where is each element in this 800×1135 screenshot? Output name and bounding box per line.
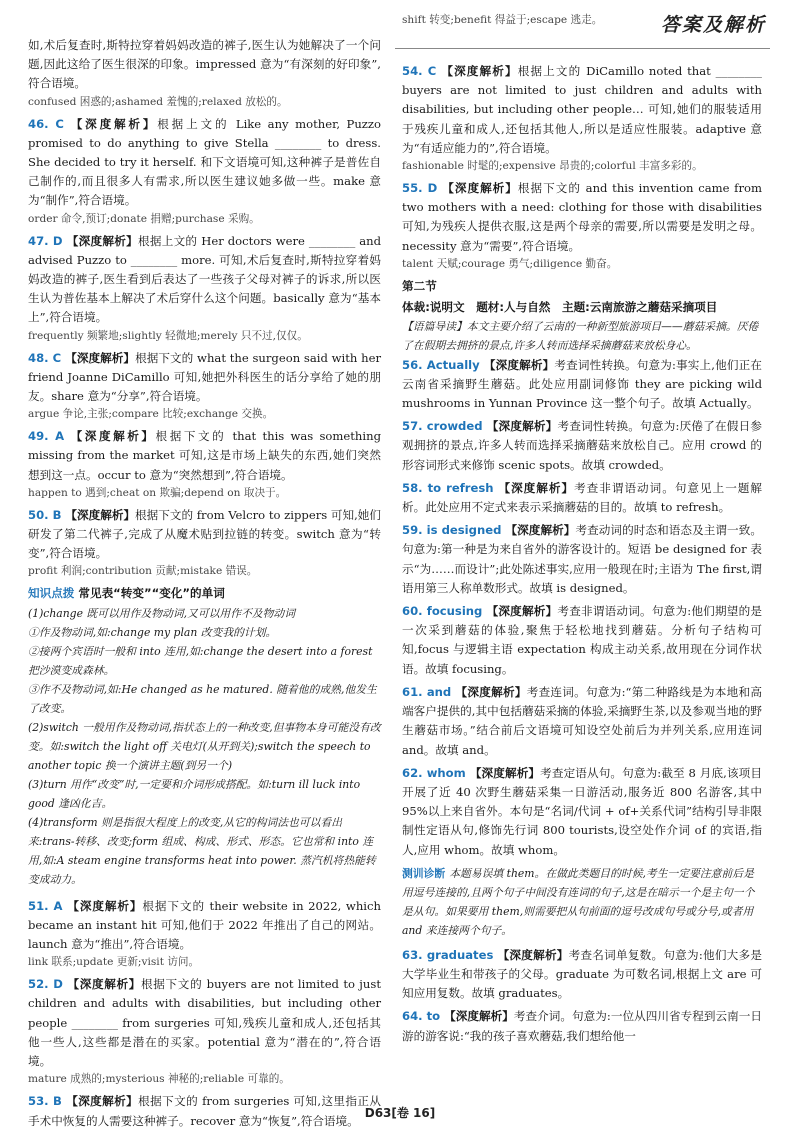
- answer-number: 57. crowded: [402, 419, 483, 434]
- knowledge-line: (3)turn 用作“改变”时,一定要和介词形成搭配。如:turn ill luck into good 逢凶化吉。: [28, 777, 361, 810]
- knowledge-line: (1)change 既可以用作及物动词,又可以用作不及物动词: [28, 606, 295, 620]
- analysis-tag: 【深度解析】: [483, 357, 555, 372]
- answer-entry: [28, 975, 381, 1088]
- left-column: [28, 36, 381, 1135]
- answer-number: 52. D: [28, 977, 63, 992]
- analysis-tag: 【深度解析】: [441, 181, 518, 196]
- answer-entry: [402, 683, 762, 760]
- diagnosis-box: [402, 864, 762, 940]
- analysis-tag: 【深度解析】: [68, 429, 156, 444]
- carry-vocab: shift 转变;benefit 得益于;escape 逃走。: [402, 14, 603, 26]
- analysis-text: 考查介词。句意为:一位从四川省专程到云南一日游的游客说:“我的孩子喜欢蘑菇,我们想给他一: [402, 1009, 762, 1043]
- vocab-note: fashionable 时髦的;expensive 昂贵的;colorful 丰富多彩的。: [402, 160, 703, 173]
- analysis-text: 根据上文的 DiCamillo noted that ________ buyers are not limited to just children and adults with disabilities, but including other people… 可知,她们的服装适用于残疾儿童和成人,还包括其他人,所以是适应性服装。adaptive 意为“有适应能力的”,符合语境。: [402, 64, 762, 155]
- reading-guide: 【语篇导读】本文主要介绍了云南的一种新型旅游项目——蘑菇采摘。厌倦了在假期去拥挤的景点,许多人转而选择采摘蘑菇来放松身心。: [402, 320, 759, 353]
- analysis-text: 根据下文的 from surgeries 可知,这里指正从手术中恢复的人需要这种裤子。recover 意为“恢复”,符合语境。: [28, 1094, 381, 1128]
- answer-entry: [28, 427, 381, 502]
- knowledge-title-row: [28, 584, 381, 603]
- answer-number: 46. C: [28, 116, 64, 131]
- analysis-text: 根据下文的 from Velcro to zippers 可知,她们研发了第二代裤子,完成了从魔术贴到拉链的转变。switch 意为“转变”,符合语境。: [28, 507, 381, 561]
- analysis-text: 考查词性转换。句意为:厌倦了在假日参观拥挤的景点,许多人转而选择采摘蘑菇来放松自己。应用 crowd 的形容词形式来修饰 scenic spots。故填 crowded。: [402, 419, 762, 472]
- answer-entry: [402, 764, 762, 860]
- knowledge-line: (2)switch 一般用作及物动词,指状态上的一种改变,但事物本身可能没有改变。如:switch the light off 关电灯(从开到关);switch the speech to another topic 换一个演讲主题(到另一个): [28, 720, 381, 772]
- vocab-note: mature 成熟的;mysterious 神秘的;reliable 可靠的。: [28, 1073, 290, 1086]
- right-items-2: [402, 356, 762, 860]
- knowledge-title: 常见表“转变”“变化”的单词: [78, 586, 225, 601]
- analysis-text: 考查动词的时态和语态及主谓一致。句意为:第一种是为来自省外的游客设计的。短语 be designed for 表示“为……而设计”;此处陈述事实,应用一般现在时;主语为 The first,谓语用第三人称单数形式。故填 is designed。: [402, 523, 762, 595]
- analysis-text: 考查定语从句。句意为:截至 8 月底,该项目开展了近 40 次野生蘑菇采集一日游活动,服务近 800 名游客,其中 95%以上来自省外。本句是“名词/代词 + of+关系代词”结构引导非限制性定语从句,修饰先行词 800 tourists,设空处作介词 of 的宾语,指人,应用 whom。故填 whom。: [402, 765, 762, 857]
- right-items-3: [402, 946, 762, 1046]
- knowledge-line: ②接两个宾语时一般和 into 连用,如:change the desert into a forest 把沙漠变成森林。: [28, 644, 373, 677]
- analysis-text: 根据下文的 their website in 2022, which became an instant hit 可知,他们于 2022 年推出了自己的网站。launch 意为“推出”,符合语境。: [28, 898, 381, 952]
- analysis-tag: 【深度解析】: [469, 765, 541, 780]
- analysis-tag: 【深度解析】: [66, 233, 138, 248]
- answer-entry: [402, 417, 762, 475]
- intro-vocab: confused 困惑的;ashamed 羞愧的;relaxed 放松的。: [28, 95, 288, 108]
- header-title: 答案及解析: [660, 14, 766, 36]
- knowledge-lines: [28, 604, 381, 889]
- answer-number: 50. B: [28, 507, 62, 522]
- answer-entry: [402, 179, 762, 273]
- analysis-tag: 【深度解析】: [486, 604, 558, 619]
- knowledge-label: 知识点拨: [28, 586, 75, 601]
- analysis-tag: 【深度解析】: [455, 684, 527, 699]
- intro-paragraph: [28, 36, 381, 111]
- answer-number: 56. Actually: [402, 357, 480, 372]
- analysis-text: 考查非谓语动词。句意为:他们期望的是一次采到蘑菇的体验,聚焦于轻松地找到蘑菇。分析句子结构可知,focus 与逻辑主语 expectation 构成主动关系,故用现在分词作状语。故填 focusing。: [402, 604, 762, 676]
- answer-number: 61. and: [402, 684, 452, 699]
- diagnosis-text: 本题易误填 them。在做此类题目的时候,考生一定要注意前后是用逗号连接的,且两个句子中间没有连词的句子,这是在暗示一个是主句一个是从句。如果要用 them,则需要把从句前面的逗号改成句号或分号,或者用 and 来连接两个句子。: [402, 866, 755, 937]
- answer-entry: [402, 479, 762, 517]
- analysis-text: 根据下文的 what the surgeon said with her friend Joanne DiCamillo 可知,她把外科医生的话分享给了她的朋友。share 意为“分享”,符合语境。: [28, 350, 381, 404]
- vocab-note: link 联系;update 更新;visit 访问。: [28, 956, 200, 969]
- analysis-tag: 【深度解析】: [444, 1009, 514, 1024]
- right-items: [402, 62, 762, 273]
- answer-number: 60. focusing: [402, 604, 483, 619]
- answer-entry: [402, 62, 762, 175]
- header-rule: [395, 48, 770, 49]
- analysis-tag: 【深度解析】: [497, 480, 575, 495]
- vocab-note: profit 利润;contribution 贡献;mistake 错误。: [28, 565, 258, 578]
- analysis-tag: 【深度解析】: [440, 64, 518, 78]
- answer-number: 59. is designed: [402, 523, 502, 538]
- diagnosis-label: 测训诊断: [402, 866, 446, 880]
- knowledge-line: (4)transform 则是指很大程度上的改变,从它的构词法也可以看出来:trans-转移、改变;form 组成、构成、形式、形态。它也常和 into 连用,如:A steam engine transforms heat into power. 蒸汽机将热能转变成动力。: [28, 815, 376, 886]
- analysis-tag: 【深度解析】: [66, 898, 143, 913]
- analysis-tag: 【深度解析】: [505, 523, 576, 538]
- left-items: [28, 115, 381, 581]
- section-info: 体裁:说明文 题材:人与自然 主题:云南旅游之蘑菇采摘项目: [402, 300, 718, 315]
- answer-number: 53. B: [28, 1094, 62, 1109]
- answer-entry: [28, 349, 381, 424]
- analysis-text: 根据上文的 Like any mother, Puzzo promised to do anything to give Stella ________ to dress. She decided to try it herself. 和下文语境可知,这种裤子是普佐自己制作的,而且很多人有需求,所以医生建议她多做一些。make 意为“制作”,符合语境。: [28, 116, 381, 208]
- answer-number: 49. A: [28, 429, 65, 444]
- vocab-note: talent 天赋;courage 勇气;diligence 勤奋。: [402, 257, 618, 270]
- analysis-text: 根据下文的 buyers are not limited to just children and adults with disabilities, but including other people ________ from surgeries 可知,残疾儿童和成人,还包括其他一些人,这些都是潜在的买家。potential 意为“潜在的”,符合语境。: [28, 977, 381, 1069]
- vocab-note: argue 争论,主张;compare 比较;exchange 交换。: [28, 408, 274, 421]
- answer-entry: [402, 946, 762, 1004]
- answer-entry: [402, 521, 762, 598]
- answer-number: 55. D: [402, 181, 438, 196]
- page-footer: D63[卷 16]: [364, 1106, 436, 1120]
- knowledge-line: ③作不及物动词,如:He changed as he matured. 随着他的成熟,他发生了改变。: [28, 682, 377, 715]
- analysis-text: 考查名词单复数。句意为:他们大多是大学毕业生和带孩子的父母。graduate 为可数名词,根据上文 are 可知应用复数。故填 graduates。: [402, 947, 762, 1001]
- section-title: 第二节: [402, 278, 437, 293]
- analysis-text: 根据上文的 Her doctors were ________ and advised Puzzo to ________ more. 可知,术后复查时,斯特拉穿着妈妈改造的裤子,医生看到后表达了一些孩子父母对裤子的诉求,所以医生认为普佐基本上解决了术后穿什么这个问题。basically 意为“基本上”,符合语境。: [28, 233, 381, 325]
- analysis-text: 根据下文的 and this invention came from two mothers with a need: clothing for those with disabilities 可知,为残疾人提供衣服,这是两个母亲的需要,所以需要是发明之母。necessity 意为“需要”,符合语境。: [402, 181, 762, 253]
- analysis-tag: 【深度解析】: [67, 116, 158, 131]
- knowledge-box: [28, 584, 381, 888]
- analysis-text: 考查连词。句意为:“第二种路线是为本地和高端客户提供的,其中包括蘑菇采摘的体验,采摘野生茶,以及参观当地的野生蘑菇市场。”结合前后文语境可知设空处前后为并列关系,应用连词 and。故填 and。: [402, 684, 762, 757]
- answer-number: 62. whom: [402, 765, 466, 780]
- answer-entry: [28, 232, 381, 345]
- analysis-text: 根据下文的 that this was something missing from the market 可知,这是市场上缺失的东西,她们突然想到这一点。occur to 意为“突然想到”,符合语境。: [28, 429, 381, 482]
- answer-number: 64. to: [402, 1009, 441, 1024]
- answer-entry: [28, 506, 381, 581]
- answer-entry: [402, 1007, 762, 1045]
- answer-entry: [402, 356, 762, 414]
- analysis-tag: 【深度解析】: [65, 350, 136, 365]
- analysis-text: 考查非谓语动词。句意见上一题解析。此处应用不定式来表示采摘蘑菇的目的。故填 to refresh。: [402, 480, 762, 515]
- answer-entry: [28, 115, 381, 228]
- answer-number: 47. D: [28, 233, 63, 248]
- vocab-note: frequently 频繁地;slightly 轻微地;merely 只不过,仅仅。: [28, 329, 308, 342]
- answer-number: 54. C: [402, 64, 437, 78]
- analysis-tag: 【深度解析】: [497, 947, 569, 962]
- intro-text: 如,术后复查时,斯特拉穿着妈妈改造的裤子,医生认为她解决了一个问题,因此这给了医生很深的印象。impressed 意为“有深刻的好印象”,符合语境。: [28, 38, 381, 91]
- left-items-2: [28, 897, 381, 1131]
- analysis-text: 考查词性转换。句意为:事实上,他们正在云南省采摘野生蘑菇。此处应用副词修饰 they are picking wild mushrooms in Yunnan Province 这一整个句子。故填 Actually。: [402, 357, 763, 411]
- analysis-tag: 【深度解析】: [66, 977, 142, 992]
- knowledge-line: ①作及物动词,如:change my plan 改变我的计划。: [28, 625, 277, 639]
- answer-number: 48. C: [28, 350, 62, 365]
- analysis-tag: 【深度解析】: [65, 507, 136, 522]
- analysis-tag: 【深度解析】: [65, 1094, 139, 1109]
- analysis-tag: 【深度解析】: [486, 419, 558, 434]
- answer-entry: [28, 897, 381, 972]
- answer-number: 58. to refresh: [402, 480, 494, 495]
- answer-entry: [402, 602, 762, 679]
- vocab-note: order 命令,预订;donate 捐赠;purchase 采购。: [28, 212, 260, 225]
- vocab-note: happen to 遇到;cheat on 欺骗;depend on 取决于。: [28, 486, 287, 499]
- answer-number: 51. A: [28, 898, 63, 913]
- answer-number: 63. graduates: [402, 947, 494, 962]
